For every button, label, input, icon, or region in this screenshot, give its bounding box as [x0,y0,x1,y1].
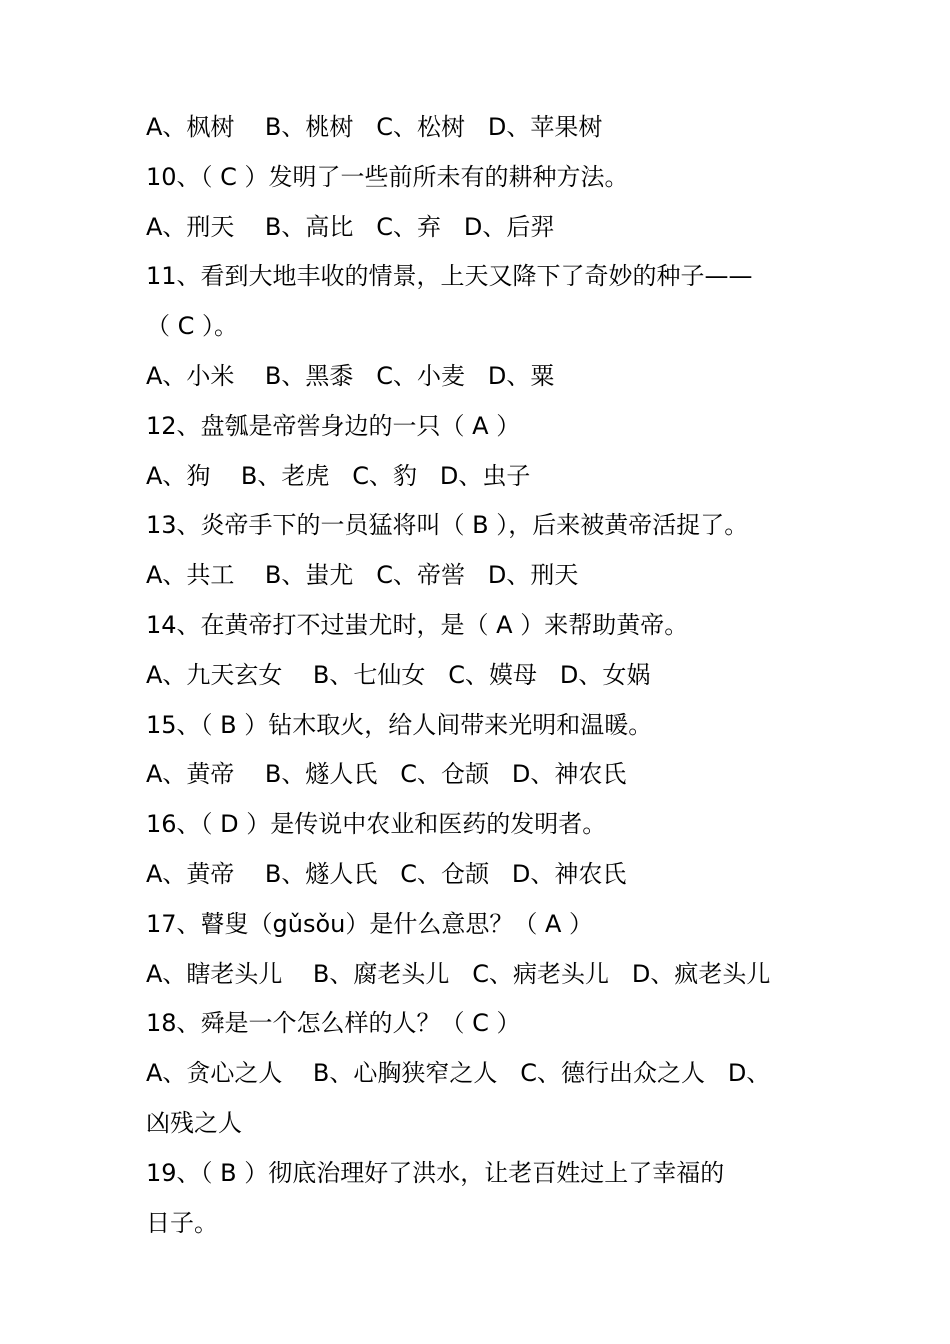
question-10: 10、（ C ）发明了一些前所未有的耕种方法。 [146,162,629,191]
question-11-continued: （ C ）。 [146,312,239,341]
question-14: 14、在黄帝打不过蚩尤时，是（ A ）来帮助黄帝。 [146,610,689,639]
option-line-12: A、狗 B、老虎 C、豹 D、虫子 [146,461,531,490]
question-17: 17、瞽叟（gǔsǒu）是什么意思？（ A ） [146,909,594,938]
question-13: 13、炎帝手下的一员猛将叫（ B ），后来被黄帝活捉了。 [146,511,749,540]
option-line-16: A、黄帝 B、燧人氏 C、仓颉 D、神农氏 [146,859,627,888]
question-18: 18、舜是一个怎么样的人？（ C ） [146,1009,521,1038]
option-line-9: A、枫树 B、桃树 C、松树 D、苹果树 [146,113,603,141]
question-19-continued: 日子。 [146,1208,218,1237]
option-line-13: A、共工 B、蚩尤 C、帝喾 D、刑天 [146,561,579,590]
question-12: 12、盘瓠是帝喾身边的一只（ A ） [146,411,521,440]
option-line-10: A、刑天 B、高比 C、弃 D、后羿 [146,212,555,241]
option-line-18-continued: 凶残之人 [146,1108,242,1137]
question-19: 19、（ B ）彻底治理好了洪水，让老百姓过上了幸福的 [146,1158,725,1187]
option-line-18: A、贪心之人 B、心胸狭窄之人 C、德行出众之人 D、 [146,1059,771,1088]
option-line-11: A、小米 B、黑黍 C、小麦 D、粟 [146,361,555,390]
option-line-14: A、九天玄女 B、七仙女 C、嫫母 D、女娲 [146,660,651,689]
question-15: 15、（ B ）钻木取火，给人间带来光明和温暖。 [146,710,653,739]
question-11: 11、看到大地丰收的情景，上天又降下了奇妙的种子—— [146,262,753,291]
quiz-text-block [146,103,806,1248]
option-line-17: A、瞎老头儿 B、腐老头儿 C、病老头儿 D、疯老头儿 [146,959,771,988]
question-16: 16、（ D ）是传说中农业和医药的发明者。 [146,810,607,839]
option-line-15: A、黄帝 B、燧人氏 C、仓颉 D、神农氏 [146,760,627,789]
